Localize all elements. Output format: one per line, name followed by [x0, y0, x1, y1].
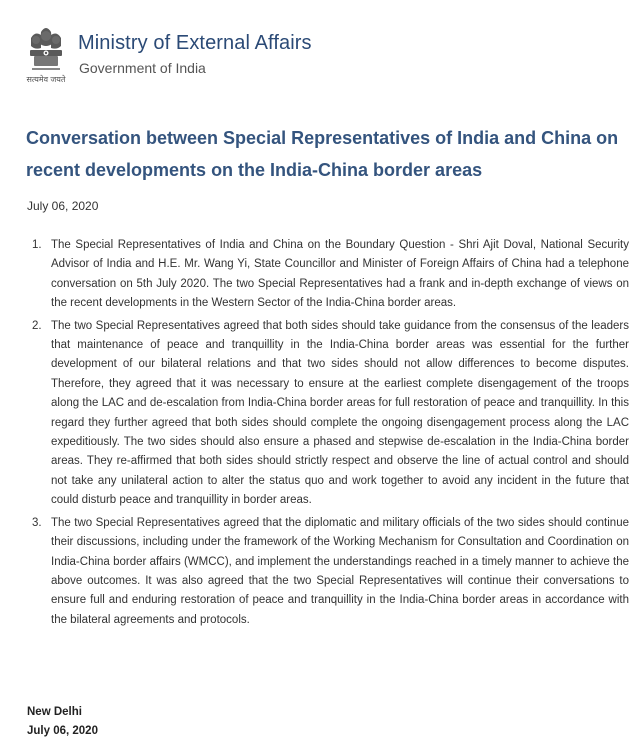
signoff — [27, 703, 98, 741]
list-item-number: 1. — [32, 239, 42, 251]
page-title: Conversation between Special Representatives of India and China on recent developments on the India-China border areas — [26, 128, 619, 180]
national-emblem-icon[interactable] — [22, 22, 70, 88]
list-item-text: The two Special Representatives agreed that the diplomatic and military officials of the two sides should continue their discussions, including under the framework of the Working Mechanism for Consultation and Coordination on India-China border affairs (WMCC), and implement the understandings reached in a timely manner to achieve the above outcomes. It was also agreed that the two Special Representatives will continue their conversations to ensure full and enduring restoration of peace and tranquillity in the India-China border areas in accordance with the bilateral agreements and protocols. — [51, 516, 629, 626]
list-item-text: The two Special Representatives agreed that both sides should take guidance from the consensus of the leaders that maintenance of peace and tranquillity in the India-China border areas was essential for the further development of our bilateral relations and that two sides should not allow differences to become disputes. Therefore, they agreed that it was necessary to ensure at the earliest complete disengagement of the troops along the LAC and de-escalation from India-China border areas for full restoration of peace and tranquillity. In this regard they further agreed that both sides should complete the ongoing disengagement process along the LAC expeditiously. The two sides should also ensure a phased and stepwise de-escalation in the India-China border areas. They re-affirmed that both sides should strictly respect and observe the line of actual control and should not take any unilateral action to alter the status quo and work together to avoid any incident in the future that could disturb peace and tranquillity in border areas. — [51, 319, 629, 507]
ministry-name[interactable]: Ministry of External Affairs — [78, 32, 312, 54]
list-item-number: 2. — [32, 319, 42, 332]
signoff-place: New Delhi — [27, 706, 82, 718]
list-item-text: The Special Representatives of India and China on the Boundary Question - Shri Ajit Doval, National Security Advisor of India and H.E. Mr. Wang Yi, State Councillor and Minister of Foreign Affairs of China had a telephone conversation on 5th July 2020. The two Special Representatives had a frank and in-depth exchange of views on the recent developments in the Western Sector of the India-China border areas. — [51, 239, 629, 310]
signoff-date: July 06, 2020 — [27, 725, 98, 737]
list-item — [32, 236, 629, 314]
government-name: Government of India — [79, 60, 206, 76]
list-item — [32, 514, 629, 630]
paragraph-list — [32, 236, 629, 633]
publication-date: July 06, 2020 — [27, 199, 99, 213]
emblem-motto: सत्यमेव जयते — [26, 75, 66, 84]
page-header — [22, 22, 622, 86]
list-item-number: 3. — [32, 516, 42, 529]
list-item — [32, 317, 629, 511]
